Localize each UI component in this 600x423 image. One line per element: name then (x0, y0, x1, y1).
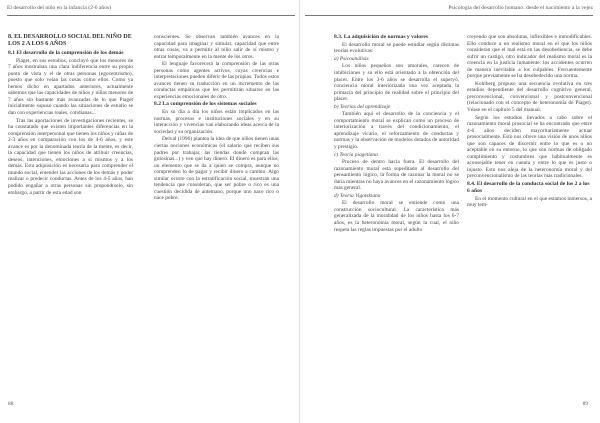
right-page (300, 0, 600, 423)
page-number-left: 88 (8, 401, 14, 407)
list-heading: d) Teoría Vigotskiana (334, 192, 381, 199)
paragraph: conscientes. Se observan también avances en la capacidad para imaginar y simular, capacidad que entre otras cosas, va a permitir al niño salir de sí mismo y entrar temporalmente en la mente de los otros. (154, 34, 279, 60)
left-page-column-1 (8, 34, 133, 197)
header-rule-left (7, 15, 295, 16)
paragraph: Piaget, en sus estudios, concluyó que los menores de 7 años mostraban una clara indiferencia entre su propio punto de vista y el de otras personas (egocentrismo), puesto que solo veían las cosas como ellos. Como ya hemos dicho en apartados anteriores, actualmente sabemos que las capacidades de niños y niñas menores de 7 años sin bastante más avanzadas de lo que Piaget inicialmente supuso cuando las situaciones de estudio se dan con experiencias reales, cotidianas... (8, 57, 133, 116)
paragraph: En el momento cultural en el que estamos inmersos, a muy tem- (467, 195, 592, 209)
section-title: 8. EL DESARROLLO SOCIAL DEL NIÑO DE LOS 2 A LOS 6 AÑOS (8, 34, 132, 48)
paragraph: Según los estudios llevados a cabo sobre el razonamiento moral prosocial se ha encontrado que entre 4-6 años deciden mayoritariamente actuar prosocialmente. Esto nos ofrece una visión de unos niños que son capaces de discernir entre lo que es o no aceptable en su entorno, lo que son normas de obligado cumplimiento y costumbres que habitualmente es aconsejable tener en cuenta y entre lo que es justo o injusto. Esto nos aleja de la heteronomía moral y del preconvencionalismo de las teorías más tradicionales. (467, 114, 592, 180)
paragraph: Delval (1996) plantea la idea de que niños tienen unas ciertas nociones económicas (el salario que reciben sus padres por trabajar, las tiendas donde compran las golosinas...) y ven que hay dinero. El dinero es para ellos, un elemento que se da a quien se compra, aunque no comprenden lo de pagar y recibir dinero a cambio. Algo similar ocurre con la estratificación social, muestran una tendencia que consideran, que ser pobre o rico es una cuestión decidida de antemano, porque uno nace rico o nace pobre. (154, 136, 279, 202)
paragraph: creyendo que son absolutas, inflexibles e inmodificables. Ello conduce a un realismo moral en el que los niños consideran que el mal está en las desobediencia, se debe sufrir un castigo, otro indicador del realismo moral es la creencia en la justicia inmanente: los accidentes ocurren de manera inevitable a los culpables. Frecuentemente porque previamente se ha desobedecido una norma. (467, 34, 592, 80)
right-page-column-1 (334, 34, 459, 234)
list-heading: b) Teorías del aprendizaje (334, 103, 391, 110)
subsection-title-8-3: 8.3. La adquisición de normas y valores (334, 34, 429, 40)
paragraph: En su día a día los niños están implicados en las normas, procesos e instituciones sociales y en su interacción y vivencias van elaborando ideas acerca de la sociedad y su organización. (154, 109, 279, 135)
right-page-column-2 (467, 34, 592, 210)
page-number-right: 89 (582, 401, 588, 407)
running-head-left: El desarrollo del niño en la infancia (2-6 años) (7, 5, 112, 11)
paragraph: Proceso de dentro hacia fuera. El desarrollo del razonamiento moral está supeditado al desarrollo del pensamiento lógico, la forma de razonar la moral no se daría mientras no haya avances en el razonamiento lógico más general. (334, 159, 459, 192)
subsection-title-8-4: 8.4. El desarrollo de la conducta social de los 2 a los 6 años (467, 181, 590, 194)
subsection-title-8-1: 8.1 El desarrollo de la comprensión de los demás (8, 49, 124, 56)
paragraph: También aquí el desarrollo de la conciencia y el comportamiento moral se explican como un proceso de interiorización a través del condicionamiento, el aprendizaje vicario, el reforzamiento de conductas y normas y la observación de modelos dotados de autoridad y prestigio. (334, 111, 459, 150)
paragraph: Los niños pequeños son amorales, carecen de inhibiciones y su ello está orientado a la obtención del placer. Entre los 3-6 años se desarrolla el superyó, conciencia moral interiorizada una vez aceptada la primacía del principio de realidad sobre el principio del placer. (334, 63, 459, 103)
paragraph: Tras las aportaciones de investigaciones recientes, se ha constatado que existen importantes diferencias en la comprensión interpersonal que tienen los niños y niñas de 2-3 años en comparación con los de 4-6 años, y este avance es por la denominada teoría de la mente, es decir, la capacidad que tienen los niños de atribuir creencias, deseos, intenciones, emociones a sí mismos y a los demás. Esta adquisición es necesaria para comprender el mundo social, entender las acciones de los demás y poder realizar o predecir conductas. Antes de los 4-5 años, han podido engañar a otras personas sin propondrselo, sin embargo, a partir de esta edad son (8, 117, 133, 196)
paragraph: El desarrollo moral se puede estudiar según distintas teorías evolutivas: (334, 41, 459, 55)
running-head-right: Psicología del desarrollo humano: desde el nacimiento a la vejez (448, 5, 593, 11)
header-rule-right (305, 15, 593, 16)
paragraph: Kohlberg propuso una secuencia evolutiva en tres estadios dependiente del desarrollo cognitivo general, preconvencional, convencional y postconvencional (relacionado con el concepto de heteronomía de Piaget). Véase en el capítulo 5 del manual. (467, 80, 592, 114)
subsection-title-8-2: 8.2 La comprensión de los sistemas sociales (154, 101, 257, 108)
list-heading: c) Teoría piagetiana (334, 151, 378, 158)
left-page-column-2 (154, 34, 279, 203)
paragraph: El lenguaje favorecerá la comprensión de las otras personas como agentes activos, cuyas creencias e interpretaciones pueden diferir de las propias. Todos estos avances tienen su traducción en un incremento de las conductas empáticas que les permitirán situarse en las experiencias emocionales de otro. (154, 61, 279, 100)
paragraph: El desarrollo moral se entiende como una construcción sociocultural. La característica más generalizada de la moralidad de los niños hasta los 6-7 años, es la heteronomía moral, según la cual, el niño respeta las reglas impuestas por el adulto (334, 200, 459, 233)
list-heading: a) Psicoanálisis (334, 55, 369, 62)
